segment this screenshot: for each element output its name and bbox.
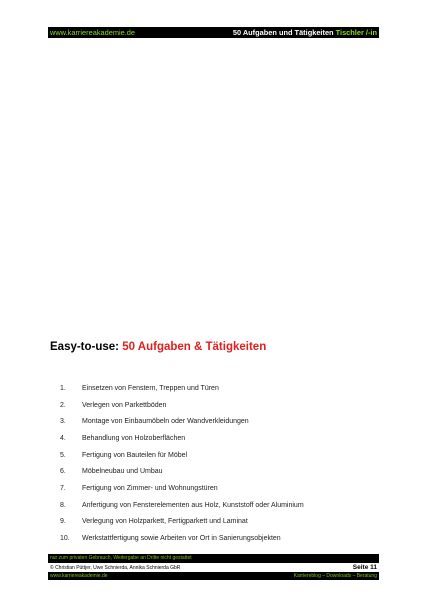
task-number: 10. [60, 535, 70, 543]
footer-usage-note: nur zum privaten Gebrauch, Weitergabe an Dritte nicht gestattet [48, 554, 379, 563]
footer-copyright: © Christian Püttjer, Uwe Schnierda, Annika Schnierda GbR [50, 564, 181, 571]
task-number: 8. [60, 501, 66, 509]
task-number: 4. [60, 434, 66, 442]
section-heading [50, 341, 266, 353]
task-text: Fertigung von Zimmer- und Wohnungstüren [82, 484, 218, 492]
heading-accent: 50 Aufgaben & Tätigkeiten [122, 341, 267, 353]
task-item-9 [60, 514, 380, 531]
task-number: 7. [60, 484, 66, 492]
task-list [60, 380, 380, 547]
task-number: 6. [60, 468, 66, 476]
task-number: 1. [60, 384, 66, 392]
task-text: Fertigung von Bauteilen für Möbel [82, 451, 188, 459]
task-text: Werkstattfertigung sowie Arbeiten vor Ort in Sanierungsobjekten [82, 535, 281, 543]
task-text: Einsetzen von Fenstern, Treppen und Türen [82, 384, 219, 392]
task-item-4 [60, 430, 380, 447]
header-url: www.karriereakademie.de [50, 28, 136, 37]
task-number: 5. [60, 451, 66, 459]
footer-info [48, 563, 379, 572]
task-text: Verlegen von Parkettböden [82, 401, 167, 409]
task-number: 2. [60, 401, 66, 409]
footer-links[interactable]: Karriereblog – Downloads – Beratung [293, 573, 377, 579]
page-header [48, 27, 379, 38]
footer-bar [48, 572, 379, 580]
task-text: Behandlung von Holzoberflächen [82, 434, 186, 442]
task-item-10 [60, 530, 380, 547]
task-text: Verlegung von Holzparkett, Fertigparkett und Laminat [82, 518, 248, 526]
task-number: 9. [60, 518, 66, 526]
task-item-2 [60, 397, 380, 414]
header-title-accent: Tischler /-in [335, 28, 377, 37]
task-item-8 [60, 497, 380, 514]
task-item-5 [60, 447, 380, 464]
task-item-1 [60, 380, 380, 397]
heading-prefix: Easy-to-use: [50, 341, 120, 353]
task-item-3 [60, 413, 380, 430]
task-text: Montage von Einbaumöbeln oder Wandverkleidungen [82, 418, 249, 426]
header-title [233, 27, 377, 38]
task-item-6 [60, 463, 380, 480]
task-number: 3. [60, 418, 66, 426]
task-text: Anfertigung von Fensterelementen aus Holz, Kunststoff oder Aluminium [82, 501, 304, 509]
header-title-main: 50 Aufgaben und Tätigkeiten [232, 28, 334, 37]
page-number: Seite 11 [352, 564, 377, 571]
task-item-7 [60, 480, 380, 497]
footer-url[interactable]: www.karriereakademie.de [50, 573, 108, 579]
task-text: Möbelneubau und Umbau [82, 468, 163, 476]
